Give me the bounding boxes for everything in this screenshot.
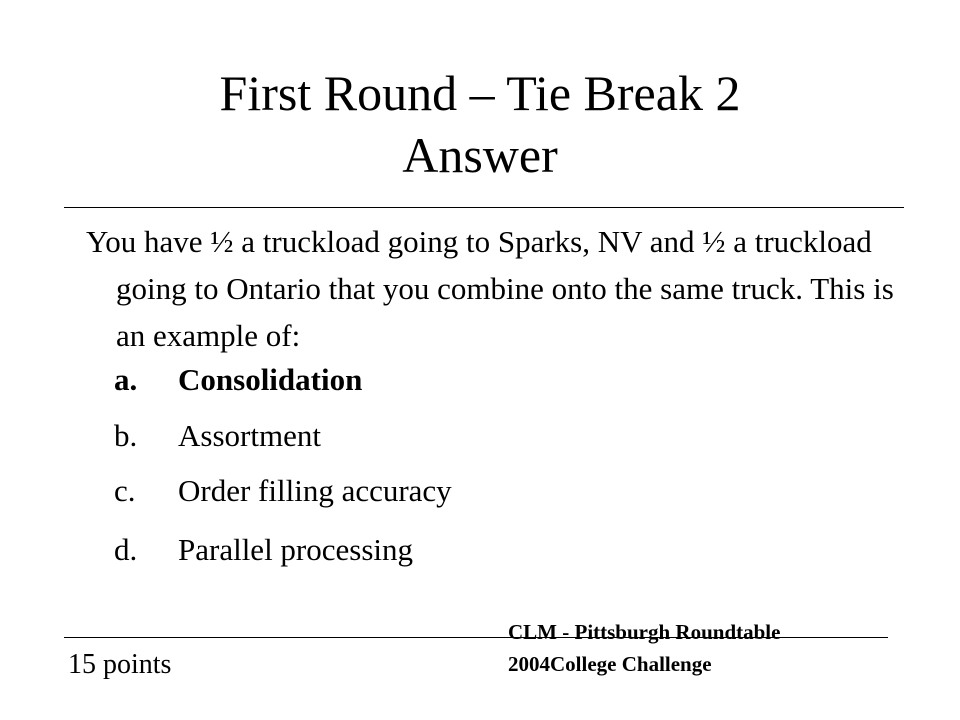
question-text: You have ½ a truckload going to Sparks, NV and ½ a truckload going to Ontario that you combine onto the same truck. This is an example of: bbox=[86, 224, 894, 353]
option-letter: b. bbox=[114, 418, 138, 453]
title-line-2: Answer bbox=[402, 127, 558, 183]
option-letter: c. bbox=[114, 473, 136, 508]
option-c bbox=[114, 471, 452, 511]
slide-title bbox=[0, 62, 960, 186]
option-letter: d. bbox=[114, 532, 138, 567]
option-letter: a. bbox=[114, 362, 138, 397]
footer-line-2: 2004College Challenge bbox=[508, 652, 712, 676]
option-d bbox=[114, 530, 413, 570]
points-label: 15 points bbox=[68, 649, 172, 680]
title-divider bbox=[64, 207, 904, 208]
option-b bbox=[114, 416, 321, 456]
title-line-1: First Round – Tie Break 2 bbox=[219, 65, 741, 121]
footer-line-1: CLM - Pittsburgh Roundtable bbox=[508, 620, 781, 644]
option-text: Consolidation bbox=[178, 362, 363, 397]
option-a bbox=[114, 360, 362, 400]
option-text: Order filling accuracy bbox=[178, 473, 452, 508]
option-text: Assortment bbox=[178, 418, 321, 453]
footer-divider-left bbox=[64, 637, 506, 638]
option-text: Parallel processing bbox=[178, 532, 414, 567]
footer-organization bbox=[508, 616, 780, 680]
